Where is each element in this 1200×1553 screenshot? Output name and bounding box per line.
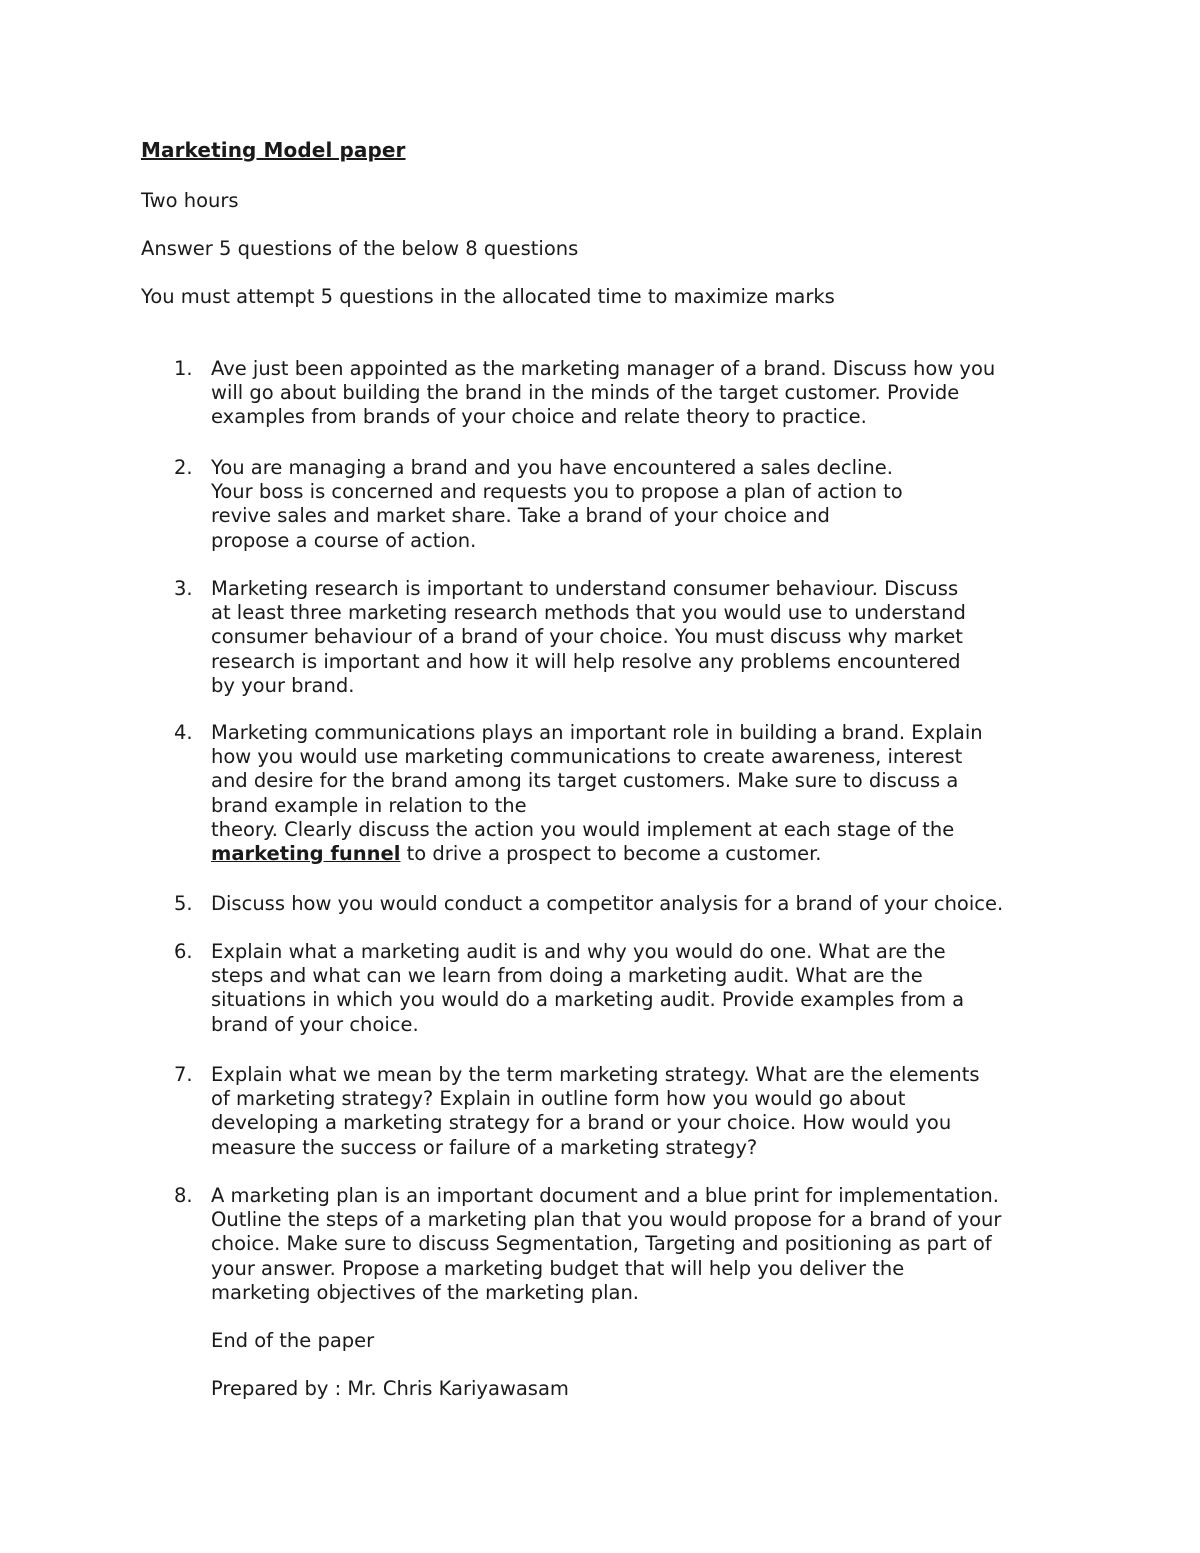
question-number: 6.: [174, 940, 193, 963]
question-line: consumer behaviour of a brand of your choice. You must discuss why market: [211, 625, 963, 649]
question-text: [211, 1184, 1064, 1305]
question-line: revive sales and market share. Take a brand of your choice and: [211, 504, 830, 528]
question-line: choice. Make sure to discuss Segmentation, Targeting and positioning as part of: [211, 1232, 992, 1256]
question-line: You are managing a brand and you have encountered a sales decline.: [211, 456, 893, 479]
question-number: 3.: [174, 577, 193, 600]
question-number: 2.: [174, 456, 193, 479]
question-line: Ave just been appointed as the marketing manager of a brand. Discuss how you: [211, 357, 996, 380]
question-line: Marketing communications plays an important role in building a brand. Explain: [211, 721, 983, 744]
document-title: Marketing Model paper: [141, 138, 406, 162]
question-text: [211, 357, 1064, 430]
question-line: by your brand.: [211, 673, 355, 697]
exam-duration: Two hours: [141, 189, 239, 212]
question-text: [211, 1063, 1054, 1160]
instruction-attempt: You must attempt 5 questions in the allocated time to maximize marks: [141, 285, 835, 308]
question-line: research is important and how it will help resolve any problems encountered: [211, 649, 961, 673]
prepared-by: Prepared by : Mr. Chris Kariyawasam: [211, 1377, 569, 1400]
question-line: steps and what can we learn from doing a marketing audit. What are the: [211, 964, 923, 988]
question-line: marketing objectives of the marketing plan.: [211, 1280, 640, 1304]
question-number: 1.: [174, 357, 193, 380]
question-text: [211, 577, 1034, 698]
end-note: End of the paper: [211, 1329, 375, 1352]
question-line: Outline the steps of a marketing plan that you would propose for a brand of your: [211, 1208, 1002, 1232]
question-8: [174, 1184, 1064, 1305]
question-number: 5.: [174, 892, 193, 915]
question-number: 7.: [174, 1063, 193, 1086]
question-line: situations in which you would do a marketing audit. Provide examples from a: [211, 988, 965, 1012]
question-line: propose a course of action.: [211, 528, 477, 552]
instruction-answer-count: Answer 5 questions of the below 8 questions: [141, 237, 579, 260]
question-line: your answer. Propose a marketing budget that will help you deliver the: [211, 1256, 905, 1280]
question-line: Explain what we mean by the term marketing strategy. What are the elements: [211, 1063, 980, 1086]
question-6: [174, 940, 1054, 1037]
question-line: at least three marketing research methods that you would use to understand: [211, 601, 966, 625]
question-3: [174, 577, 1034, 698]
question-line: will go about building the brand in the minds of the target customer. Provide: [211, 381, 960, 405]
question-text: [211, 892, 1064, 916]
question-7: [174, 1063, 1054, 1160]
question-5: [174, 892, 1064, 916]
marketing-funnel-term: marketing funnel: [211, 842, 401, 866]
question-line: theory. Clearly discuss the action you would implement at each stage of the: [211, 817, 955, 841]
question-line: brand example in relation to the: [211, 793, 527, 817]
question-text: [211, 456, 964, 553]
question-line: of marketing strategy? Explain in outline form how you would go about: [211, 1087, 906, 1111]
question-line-last: [211, 842, 1064, 866]
question-line: A marketing plan is an important document and a blue print for implementation.: [211, 1184, 999, 1207]
question-line: and desire for the brand among its target customers. Make sure to discuss a: [211, 769, 959, 793]
question-line: Discuss how you would conduct a competitor analysis for a brand of your choice.: [211, 892, 1004, 915]
question-number: 8.: [174, 1184, 193, 1207]
question-line: measure the success or failure of a marketing strategy?: [211, 1135, 758, 1159]
question-line: Explain what a marketing audit is and why you would do one. What are the: [211, 940, 946, 963]
question-4: [174, 721, 1064, 866]
question-1: [174, 357, 1064, 430]
question-line: examples from brands of your choice and relate theory to practice.: [211, 405, 867, 429]
question-line: Marketing research is important to understand consumer behaviour. Discuss: [211, 577, 959, 600]
question-line: developing a marketing strategy for a brand or your choice. How would you: [211, 1111, 952, 1135]
question-line: how you would use marketing communications to create awareness, interest: [211, 745, 963, 769]
question-number: 4.: [174, 721, 193, 744]
question-line-rest: to drive a prospect to become a customer.: [400, 842, 822, 866]
question-line: Your boss is concerned and requests you to propose a plan of action to: [211, 480, 903, 504]
question-line: brand of your choice.: [211, 1012, 419, 1036]
question-2: [174, 456, 964, 553]
question-text: [211, 721, 1064, 866]
question-text: [211, 940, 1054, 1037]
